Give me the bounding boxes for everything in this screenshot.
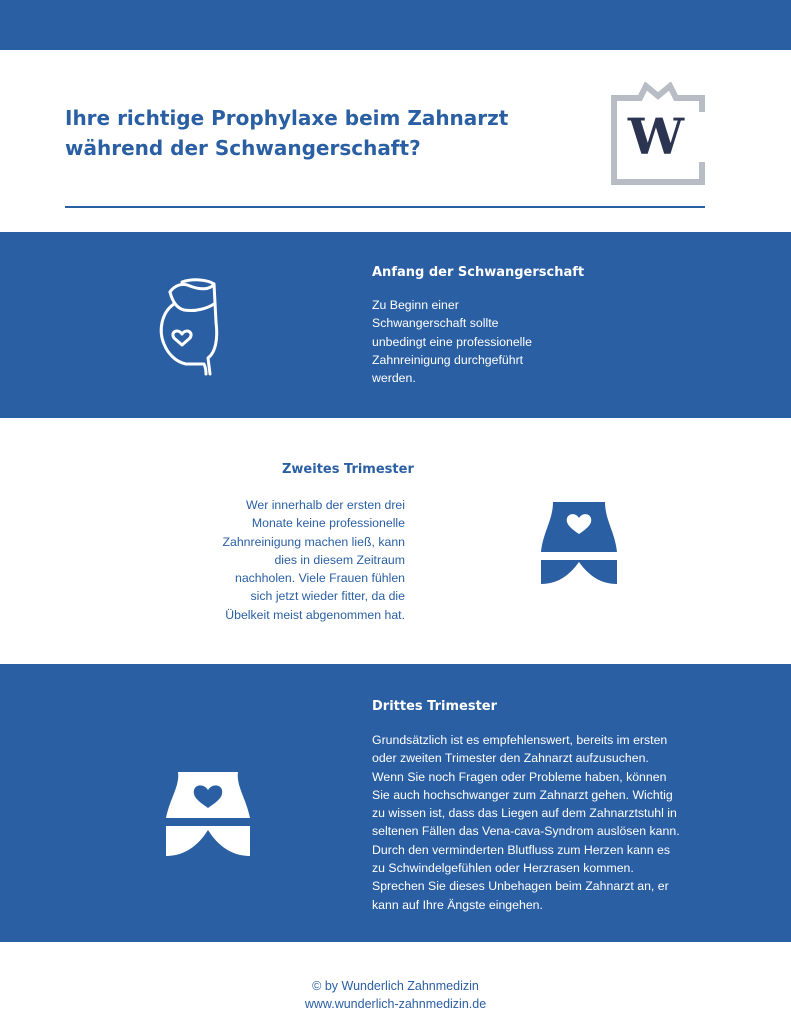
title-divider xyxy=(65,206,705,208)
belly-heart-icon xyxy=(166,768,250,860)
logo-letter: W xyxy=(627,107,685,166)
section-text-first: Zu Beginn einer Schwangerschaft sollte unbedingt eine professionelle Zahnreinigung durchgeführt werden. xyxy=(372,298,532,386)
pregnant-belly-heart-icon xyxy=(156,278,220,378)
top-banner xyxy=(0,0,791,50)
footer-website-link[interactable]: www.wunderlich-zahnmedizin.de xyxy=(304,997,487,1011)
page-title: Ihre richtige Prophylaxe beim Zahnarzt während der Schwangerschaft? xyxy=(65,106,509,160)
section-heading-first: Anfang der Schwangerschaft xyxy=(372,265,585,280)
section-heading-second: Zweites Trimester xyxy=(282,462,414,477)
belly-heart-icon xyxy=(541,498,617,590)
section-heading-third: Drittes Trimester xyxy=(372,699,498,714)
footer-copyright: © by Wunderlich Zahnmedizin xyxy=(312,979,479,993)
section-text-second: Wer innerhalb der ersten drei Monate keine professionelle Zahnreinigung machen ließ, kann dies in diesem Zeitraum nachholen. Viele Frauen fühlen sich jetzt wieder fitter, da die Übelkeit meist abgenommen hat. xyxy=(222,498,405,622)
wunderlich-logo xyxy=(610,82,706,186)
section-text-third: Grundsätzlich ist es empfehlenswert, bereits im ersten oder zweiten Trimester den Zahnarzt aufzusuchen. Wenn Sie noch Fragen oder Probleme haben, können Sie auch hochschwanger zum Zahnarzt gehen. Wichtig zu wissen ist, dass das Liegen auf dem Zahnarztstuhl in seltenen Fällen das Vena-cava-Syndrom auslösen kann. Durch den verminderten Blutfluss zum Herzen kann es zu Schwindelgefühlen oder Herzrasen kommen. Sprechen Sie dieses Unbehagen beim Zahnarzt an, er kann auf Ihre Ängste eingehen. xyxy=(372,733,680,912)
